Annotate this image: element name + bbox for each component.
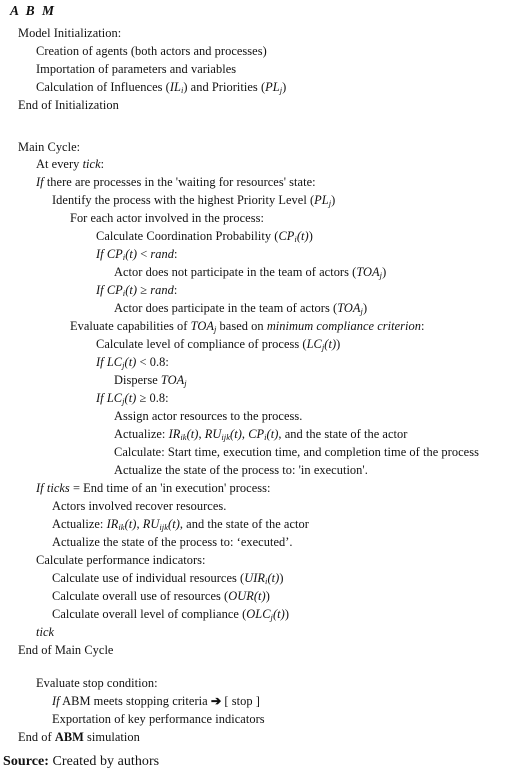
identify-process: Identify the process with the highest Priority Level $(PL_j)$ <box>52 193 336 208</box>
if-cp-ge-rand: If $CP_i(t)$ ≥ rand: <box>96 283 178 298</box>
calculate-times: Calculate: Start time, execution time, and completion time of the process <box>114 445 479 459</box>
if-lc-lt: If $LC_j(t) < 0.8$: <box>96 355 169 370</box>
if-waiting: If there are processes in the 'waiting for resources' state: <box>36 175 316 189</box>
actualize-executed: Actualize the state of the process to: ‘executed’. <box>52 535 293 549</box>
assign-resources: Assign actor resources to the process. <box>114 409 303 423</box>
init-header: Model Initialization: <box>18 26 122 40</box>
actor-participate: Actor does participate in the team of actors $(TOA_j)$ <box>114 301 368 316</box>
if-lc-ge: If $LC_j(t) \ge 0.8$: <box>96 391 169 406</box>
evaluate-stop: Evaluate stop condition: <box>36 676 158 690</box>
actualize-ir-ru-cp: Actualize: $IR_{ik}(t)$, $RU_{ijk}(t)$, $CP_i(t)$, and the state of the actor <box>114 427 408 442</box>
calc-our: Calculate overall use of resources (OUR(t)) <box>52 589 270 603</box>
export-kpi: Exportation of key performance indicators <box>52 712 265 726</box>
abm-end: End of ABM simulation <box>18 730 140 744</box>
calc-uir: Calculate use of individual resources $(UIR_i(t))$ <box>52 571 284 586</box>
init-import: Importation of parameters and variables <box>36 62 237 76</box>
calc-performance: Calculate performance indicators: <box>36 553 206 567</box>
actor-not-participate: Actor does not participate in the team of actors $(TOA_j)$ <box>114 265 387 280</box>
init-creation: Creation of agents (both actors and processes) <box>36 44 267 58</box>
document-title: A B M <box>10 3 57 18</box>
source-note: Source: Created by authors <box>3 754 160 769</box>
tick-end: tick <box>36 625 55 639</box>
if-ticks-end-time: If ticks = End time of an 'in execution' process: <box>36 481 271 495</box>
main-header: Main Cycle: <box>18 140 81 154</box>
init-calc: Calculation of Influences $(IL_i)$ and Priorities $(PL_j)$ <box>36 80 287 95</box>
if-cp-lt-rand: If $CP_i(t)$ < rand: <box>96 247 178 262</box>
actors-recover: Actors involved recover resources. <box>52 499 227 513</box>
calc-cp: Calculate Coordination Probability $(CP_i(t))$ <box>96 229 313 244</box>
at-every-tick: At every tick: <box>36 157 105 171</box>
calc-lc: Calculate level of compliance of process $(LC_j(t))$ <box>96 337 341 352</box>
calc-olc: Calculate overall level of compliance $(OLC_j(t))$ <box>52 607 289 622</box>
evaluate-capabilities: Evaluate capabilities of $TOA_j$ based on minimum compliance criterion: <box>70 319 425 334</box>
if-abm-meets: If ABM meets stopping criteria ➔ [ stop ] <box>52 694 260 708</box>
for-each-actor: For each actor involved in the process: <box>70 211 264 225</box>
disperse-toa: Disperse $TOA_j$ <box>114 373 187 388</box>
actualize-ir-ru: Actualize: $IR_{ik}(t)$, $RU_{ijk}(t)$, and the state of the actor <box>52 517 309 532</box>
init-end: End of Initialization <box>18 98 119 112</box>
actualize-in-execution: Actualize the state of the process to: 'in execution'. <box>114 463 368 477</box>
arrow-icon: ➔ <box>210 694 222 708</box>
main-end: End of Main Cycle <box>18 643 114 657</box>
